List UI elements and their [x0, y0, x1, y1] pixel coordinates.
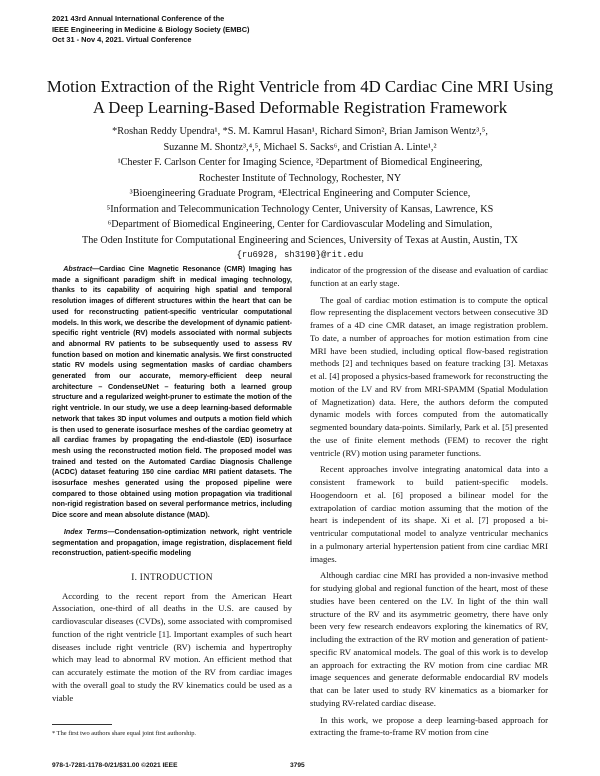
author-list-line-2: Suzanne M. Shontz³,⁴,⁵, Michael S. Sacks⁶, and Cristian A. Linte¹,² [163, 141, 437, 153]
title-line-1: Motion Extraction of the Right Ventricle from 4D Cardiac Cine MRI Using [46, 77, 554, 96]
right-paragraph-1: indicator of the progression of the disease and evaluation of cardiac function at an early stage. [310, 265, 548, 288]
title-line-2: A Deep Learning-Based Deformable Registration Framework [92, 98, 508, 117]
affiliation-1b: Rochester Institute of Technology, Rochester, NY [198, 172, 402, 184]
right-paragraph-3: Recent approaches involve integrating anatomical data into a consistent framework to build patient-specific models. Hoogendoorn et al. [6] proposed a bilinear model for the extrapolation of cardiac motion assuming that the motion of the heart is independent of its shape. Xi et al. [7] proposed a bi-ventricular computational model to analyze ventricular mechanics in a pulmonary arterial hypertension patient from cine cardiac MRI images. [310, 464, 548, 564]
section-heading-introduction: I. INTRODUCTION [131, 571, 213, 582]
right-column [310, 264, 548, 739]
right-paragraph-5: In this work, we propose a deep learning-based approach for extracting the frame-to-frame RV motion from cine [310, 714, 548, 738]
conference-header [52, 14, 250, 46]
conference-line-1: 2021 43rd Annual International Conference of the [52, 14, 225, 23]
isbn-copyright: 978-1-7281-1178-0/21/$31.00 ©2021 IEEE [52, 762, 178, 769]
affiliation-2: ³Bioengineering Graduate Program, ⁴Electrical Engineering and Computer Science, [129, 188, 471, 199]
abstract [52, 264, 292, 521]
author-list-line-1: *Roshan Reddy Upendra¹, *S. M. Kamrul Hasan¹, Richard Simon², Brian Jamison Wentz³,⁵, [112, 126, 488, 137]
index-terms-text: —Condensation-optimization network, right ventricle segmentation and propagation, image registration, displacement field reconstruction, patient-specific modeling [52, 527, 292, 558]
intro-paragraph-1: According to the recent report from the American Heart Association, one-third of all deaths in the U.S. are caused by cardiovascular diseases (CVDs), some associated with compromised function of the right ventricle [1]. Important examples of such heart diseases include right ventricle (RV) ischemia and hypertrophy which may lead to abnormal RV motion. An efficient method that can accurately estimate the motion of the RV from cardiac images with the overall goal to study the RV kinematics could be used as a viable [52, 590, 292, 703]
conference-line-2: IEEE Engineering in Medicine & Biology Society (EMBC) [52, 24, 250, 34]
paper-title [30, 76, 570, 118]
conference-line-3: Oct 31 - Nov 4, 2021. Virtual Conference [52, 35, 192, 44]
page-number: 3795 [290, 762, 305, 769]
right-paragraph-2: The goal of cardiac motion estimation is to compute the optical flow representing the displacement vectors between consecutive 3D frames of a 4D cine CMR dataset, an image registration problem. To date, a number of approaches for motion estimation from cine MRI have been studied, including optical flow-based registration methods [2] and techniques based on feature tracking [3]. Metaxas et al. [4] proposed a physics-based framework for reconstructing the motion of the LV and RV from MRI-SPAMM (Spatial Modulation of Magnetization) data. Here, the authors deform the computed dynamic models with forces computed from the automatically segmented boundary data-points. Similarly, Park et al. [5] presented the use of finite element methods (FEM) to recover the right ventricle (RV) motion using parameter functions. [310, 294, 548, 458]
right-paragraph-4: Although cardiac cine MRI has provided a non-invasive method for studying global and regional function of the heart, most of these studies have been centered on the LV. In light of the thin wall structure of the RV and its asymmetric geometry, there have only been very few research endeavors exploring the kinematics of RV, including the extraction of the RV motion and generation of patient-specific RV anatomical models. The goal of this work is to develop an approach for extracting the RV motion from cine cardiac MR image sequences and generate deformable endocardial RV models that can be later used to study RV kinematics as a biomarker for studying RV-related cardiac disease. [310, 570, 548, 708]
affiliation-3: ⁵Information and Telecommunication Technology Center, University of Kansas, Lawrence, KS [106, 203, 494, 215]
index-terms [52, 527, 292, 559]
abstract-text: —Cardiac Cine Magnetic Resonance (CMR) Imaging has made a significant paradigm shift in medical imaging technology, thanks to its capability of acquiring high spatial and temporal resolution images of different structures within the heart that can be used for reconstructing patient-specific ventricular computational models. In this work, we describe the development of dynamic patient-specific right ventricle (RV) models associated with normal subjects and abnormal RV patients to be subsequently used to assess RV function based on motion and kinematic analysis. We first constructed static RV models using segmentation masks of cardiac chambers generated from our accurate, memory-efficient deep neural architecture – CondenseUNet – featuring both a learned group structure and a regularized weight-pruner to estimate the motion of the right ventricle. In our study, we use a deep learning-based deformable network that takes 3D input volumes and outputs a motion field which is then used to generate isosurface meshes of the cardiac geometry at all cardiac frames by propagating the end-diastole (ED) isosurface mesh using the reconstructed motion field. The proposed model was trained and tested on the Automated Cardiac Diagnosis Challenge (ACDC) dataset featuring 150 cine cardiac MRI patient datasets. The isosurface meshes generated using the proposed pipeline were compared to those obtained using motion propagation via traditional non-rigid registration based on several performance metrics, including Dice score and mean absolute distance (MAD). [52, 265, 292, 520]
author-email: {ru6928, sh3190}@rit.edu [236, 250, 364, 260]
footnote: * The first two authors share equal joint first authorship. [52, 730, 196, 737]
affiliation-1: ¹Chester F. Carlson Center for Imaging Science, ²Department of Biomedical Engineering, [117, 157, 483, 168]
abstract-label: Abstract [63, 265, 93, 273]
left-column [52, 264, 292, 704]
affiliation-4: ⁶Department of Biomedical Engineering, Center for Cardiovascular Modeling and Simulation, [107, 219, 493, 230]
affiliation-5: The Oden Institute for Computational Engineering and Sciences, University of Texas at Austin, Austin, TX [81, 234, 519, 246]
index-terms-label: Index Terms [63, 527, 108, 536]
author-block [30, 124, 570, 264]
footnote-rule [52, 724, 112, 725]
